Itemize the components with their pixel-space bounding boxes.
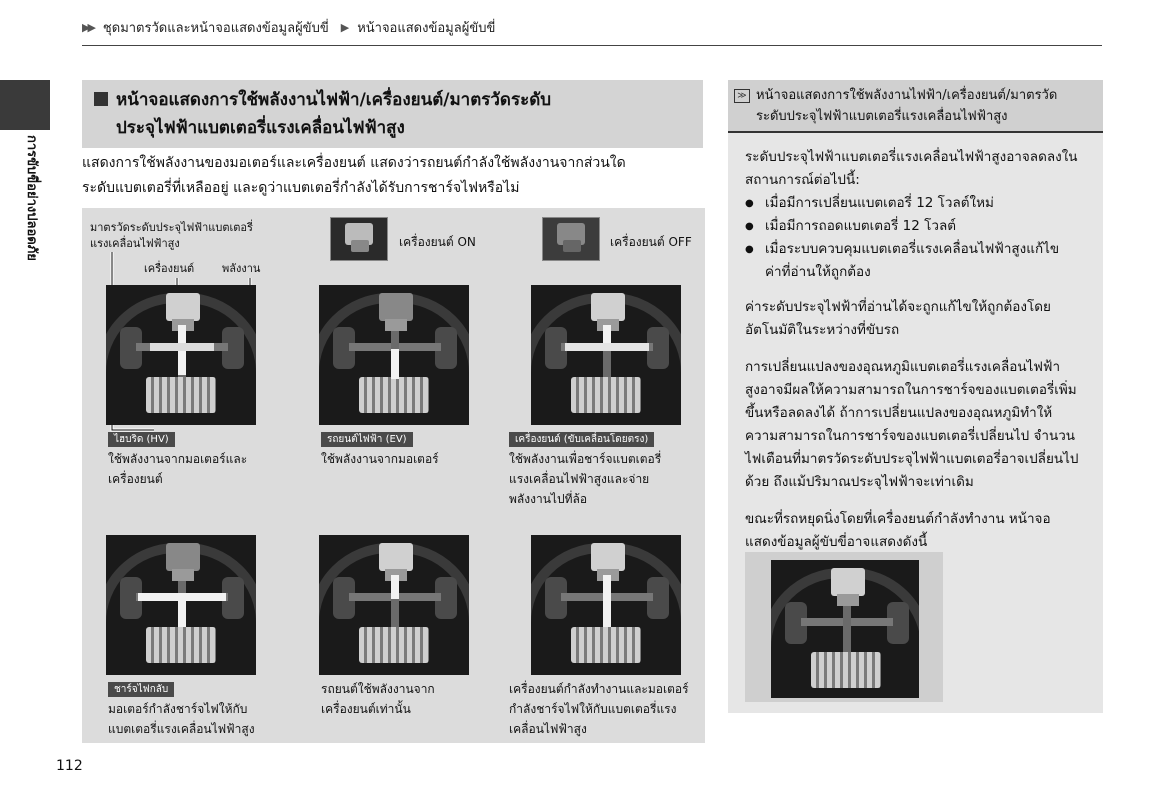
sidebar-header bbox=[728, 80, 1103, 131]
caption-line: เคลื่อนไฟฟ้าสูง bbox=[509, 722, 587, 736]
annotation-gauge-line2: แรงเคลื่อนไฟฟ้าสูง bbox=[90, 237, 180, 250]
intro-line2: ระดับแบตเตอรี่ที่เหลืออยู่ และดูว่าแบตเตอรี่กำลังได้รับการชาร์จไฟหรือไม่ bbox=[82, 180, 520, 196]
engine-on-label: เครื่องยนต์ ON bbox=[399, 235, 476, 249]
mode-panel-engine-direct bbox=[531, 285, 681, 425]
mode-caption-hybrid bbox=[108, 449, 247, 489]
list-item bbox=[745, 238, 1097, 284]
mode-badge-ev: รถยนต์ไฟฟ้า (EV) bbox=[321, 432, 413, 447]
sidebar-header-line2: ระดับประจุไฟฟ้าแบตเตอรี่แรงเคลื่อนไฟฟ้าสูง bbox=[756, 109, 1008, 124]
mode-caption-engine-charging bbox=[509, 679, 689, 739]
breadcrumb bbox=[82, 16, 495, 38]
text-line: ค่าที่อ่านให้ถูกต้อง bbox=[765, 264, 871, 280]
caption-line: เครื่องยนต์เท่านั้น bbox=[321, 702, 411, 716]
mode-caption-engine-only bbox=[321, 679, 435, 719]
sidebar-paragraph-3 bbox=[745, 356, 1097, 494]
text-line: ขณะที่รถหยุดนิ่งโดยที่เครื่องยนต์กำลังทำงาน หน้าจอ bbox=[745, 511, 1051, 527]
text-line: แสดงข้อมูลผู้ขับขี่อาจแสดงดังนี้ bbox=[745, 534, 928, 550]
caption-line: พลังงานไปที่ล้อ bbox=[509, 492, 588, 506]
energy-flow-figure bbox=[82, 208, 705, 743]
sidebar-divider bbox=[728, 131, 1103, 133]
section-title-line1: หน้าจอแสดงการใช้พลังงานไฟฟ้า/เครื่องยนต์/มาตรวัดระดับ bbox=[116, 90, 552, 110]
mode-panel-engine-only bbox=[319, 535, 469, 675]
caption-line: ใช้พลังงานเพื่อชาร์จแบตเตอรี่ bbox=[509, 452, 662, 466]
top-divider bbox=[82, 45, 1102, 46]
intro-line1: แสดงการใช้พลังงานของมอเตอร์และเครื่องยนต์ แสดงว่ารถยนต์กำลังใช้พลังงานจากส่วนใด bbox=[82, 155, 626, 171]
mode-panel-ev bbox=[319, 285, 469, 425]
mode-badge-engine-direct: เครื่องยนต์ (ขับเคลื่อนโดยตรง) bbox=[509, 432, 654, 447]
double-arrow-icon: ▶▶ bbox=[82, 20, 93, 34]
caption-line: แรงเคลื่อนไฟฟ้าสูงและจ่าย bbox=[509, 472, 650, 486]
sidebar-paragraph-2 bbox=[745, 296, 1097, 342]
breadcrumb-part2[interactable]: หน้าจอแสดงข้อมูลผู้ขับขี่ bbox=[357, 20, 496, 36]
caption-line: มอเตอร์กำลังชาร์จไฟให้กับ bbox=[108, 702, 248, 716]
section-intro bbox=[82, 151, 704, 201]
caption-line: ใช้พลังงานจากมอเตอร์ bbox=[321, 452, 439, 466]
text-line: ขึ้นหรือลดลงได้ ถ้าการเปลี่ยนแปลงของอุณหภูมิทำให้ bbox=[745, 405, 1053, 421]
mode-panel-regen bbox=[106, 535, 256, 675]
arrow-icon: ▶ bbox=[340, 20, 350, 34]
engine-off-label: เครื่องยนต์ OFF bbox=[610, 235, 692, 249]
sidebar-header-line1: หน้าจอแสดงการใช้พลังงานไฟฟ้า/เครื่องยนต์/มาตรวัด bbox=[756, 88, 1058, 103]
text-line: ค่าระดับประจุไฟฟ้าที่อ่านได้จะถูกแก้ไขให้ถูกต้องโดย bbox=[745, 299, 1051, 315]
annotation-power: พลังงาน bbox=[222, 262, 261, 275]
caption-line: เครื่องยนต์ bbox=[108, 472, 163, 486]
mode-panel-engine-charging bbox=[531, 535, 681, 675]
chapter-tab bbox=[0, 80, 50, 130]
list-item: ● เมื่อมีการเปลี่ยนแบตเตอรี่ 12 โวลต์ใหม่ bbox=[745, 192, 1097, 215]
text-line: เมื่อระบบควบคุมแบตเตอรี่แรงเคลื่อนไฟฟ้าสูงแก้ไข bbox=[765, 241, 1060, 257]
mode-panel-hybrid bbox=[106, 285, 256, 425]
mode-badge-regen: ชาร์จไฟกลับ bbox=[108, 682, 174, 697]
text-line: สถานการณ์ต่อไปนี้: bbox=[745, 172, 860, 188]
caption-line: รถยนต์ใช้พลังงานจาก bbox=[321, 682, 435, 696]
sidebar-bullet-list bbox=[745, 192, 1097, 284]
caption-line: กำลังชาร์จไฟให้กับแบตเตอรี่แรง bbox=[509, 702, 677, 716]
text-line: ความสามารถในการชาร์จของแบตเตอรี่เปลี่ยนไป จำนวน bbox=[745, 428, 1076, 444]
square-bullet-icon bbox=[94, 92, 108, 106]
chapter-label: การขับขี่อย่างปลอดภัย bbox=[24, 135, 39, 261]
text-line: อัตโนมัติในระหว่างที่ขับรถ bbox=[745, 322, 900, 338]
caption-line: แบตเตอรี่แรงเคลื่อนไฟฟ้าสูง bbox=[108, 722, 255, 736]
sidebar-paragraph-4 bbox=[745, 508, 1097, 554]
text-line: สูงอาจมีผลให้ความสามารถในการชาร์จของแบตเตอรี่เพิ่ม bbox=[745, 382, 1077, 398]
engine-on-icon bbox=[330, 217, 388, 261]
annotation-gauge-line1: มาตรวัดระดับประจุไฟฟ้าแบตเตอรี่ bbox=[90, 221, 253, 234]
engine-off-icon bbox=[542, 217, 600, 261]
sidebar-note bbox=[728, 80, 1103, 713]
annotation-engine: เครื่องยนต์ bbox=[144, 262, 195, 275]
mode-caption-ev bbox=[321, 449, 439, 469]
section-header bbox=[82, 80, 703, 148]
page-number: 112 bbox=[56, 758, 83, 774]
text-line: การเปลี่ยนแปลงของอุณหภูมิแบตเตอรี่แรงเคลื่อนไฟฟ้า bbox=[745, 359, 1061, 375]
text-line: ด้วย ถึงแม้ปริมาณประจุไฟฟ้าจะเท่าเดิม bbox=[745, 474, 974, 490]
sidebar-paragraph-1 bbox=[745, 146, 1097, 192]
reference-icon: ≫ bbox=[734, 89, 750, 103]
caption-line: ใช้พลังงานจากมอเตอร์และ bbox=[108, 452, 248, 466]
sidebar-display-image bbox=[771, 560, 919, 698]
list-item: ● เมื่อมีการถอดแบตเตอรี่ 12 โวลต์ bbox=[745, 215, 1097, 238]
sidebar-body bbox=[745, 146, 1097, 568]
mode-badge-hybrid: ไฮบริด (HV) bbox=[108, 432, 175, 447]
breadcrumb-part1[interactable]: ชุดมาตรวัดและหน้าจอแสดงข้อมูลผู้ขับขี่ bbox=[102, 20, 329, 36]
text-line: ไฟเตือนที่มาตรวัดระดับประจุไฟฟ้าแบตเตอรี่อาจเปลี่ยนไป bbox=[745, 451, 1079, 467]
caption-line: เครื่องยนต์กำลังทำงานและมอเตอร์ bbox=[509, 682, 689, 696]
text-line: ระดับประจุไฟฟ้าแบตเตอรี่แรงเคลื่อนไฟฟ้าสูงอาจลดลงใน bbox=[745, 149, 1078, 165]
section-title-line2: ประจุไฟฟ้าแบตเตอรี่แรงเคลื่อนไฟฟ้าสูง bbox=[116, 118, 405, 138]
mode-caption-engine-direct bbox=[509, 449, 661, 509]
mode-caption-regen bbox=[108, 699, 255, 739]
